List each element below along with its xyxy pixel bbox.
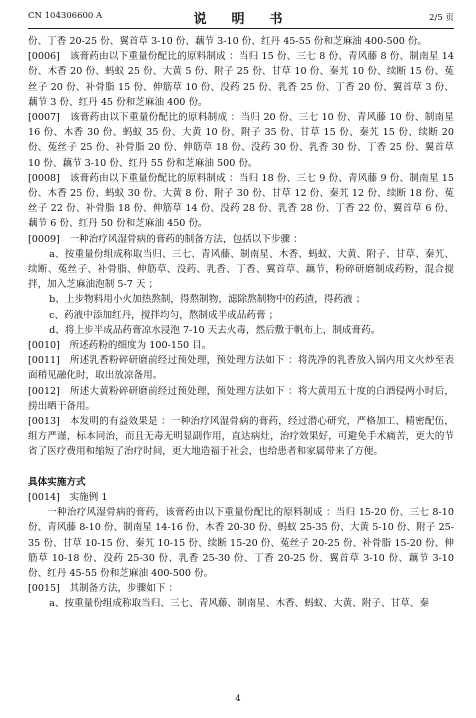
paragraph-text: 所述大黄粉碎研磨前经过预处理，预处理方法如下 ：将大黄用五十度的白酒侵两小时后，捞出晒干备用。 xyxy=(28,385,454,412)
paragraph-text: 所述药粉的细度为 100-150 目。 xyxy=(59,340,212,352)
paragraph-text: 该膏药由以下重量份配比的原料制成 ：当归 20 份、三七 10 份、青风藤 10 份、制南星 16 份、木香 30 份、蚂蚁 35 份、大黄 10 份、附子 35 份、甘草 15 份、秦艽 15 份、续断 20 份、菟丝子 25 份、补骨脂 20 份、伸筋草 18 份、没药 30 份、乳香 30 份、丁香 25 份、翼首草 10 份、藕节 3-10 份、红丹 55 份和芝麻油 500 份。 xyxy=(28,112,454,169)
paragraph-text: 所述乳香粉碎研磨前经过预处理，预处理方法如下 ：将洗净的乳香放入锅内用文火炒至表面稍见融化时，取出放凉备用。 xyxy=(28,355,454,382)
paragraph xyxy=(28,581,454,596)
paragraph-number: [0009] xyxy=(28,233,60,245)
paragraph-number: [0011] xyxy=(28,355,60,367)
paragraph xyxy=(28,171,454,232)
paragraph-number: [0014] xyxy=(28,491,60,503)
paragraph xyxy=(28,490,454,505)
paragraph xyxy=(28,110,454,171)
paragraph xyxy=(28,292,454,307)
paragraph-text: a、按重量份组成称取当归、三七、青风藤、制南星、木香、蚂蚁、大黄、附子、甘草、秦艽、续断、菟丝子、补骨脂、伸筋草、没药、乳香、丁香、翼首草、藕节，粉碎研磨制成药粉，混合搅拌，加入芝麻油泡制 5-7 天 ； xyxy=(28,248,454,291)
paragraph-text: 一种治疗风湿骨病的膏药，该膏药由以下重量份配比的原料制成 ：当归 15-20 份、三七 8-10 份、青风藤 8-10 份、制南星 14-16 份、木香 20-30 份、蚂蚁 25-35 份、大黄 5-10 份、附子 25-35 份、甘草 10-15 份、秦艽 10-15 份、续断 15-20 份、菟丝子 20-25 份、补骨脂 15-20 份、伸筋草 10-18 份、没药 25-30 份、乳香 25-30 份、丁香 20-25 份、翼首草 3-10 份、藕节 3-10 份、红丹 45-55 份和芝麻油 400-500 份。 xyxy=(28,507,454,579)
paragraph-text: 其制备方法，步骤如下 ： xyxy=(59,583,179,595)
paragraph xyxy=(28,308,454,323)
page-number: 4 xyxy=(235,694,241,704)
paragraph xyxy=(28,384,454,414)
paragraph xyxy=(28,49,454,110)
paragraph-text: 实施例 1 xyxy=(59,491,108,503)
paragraph xyxy=(28,323,454,338)
section-heading: 具体实施方式 xyxy=(28,476,86,488)
paragraph-text: 一种治疗风湿骨病的膏药的制备方法，包括以下步骤 ： xyxy=(59,233,303,245)
patent-number: CN 104306600 A xyxy=(28,11,103,21)
paragraph-text: d、将上步半成品药膏凉水浸泡 7-10 天去火毒，然后敷于帆布上，制成膏药。 xyxy=(49,324,381,336)
paragraph-number: [0010] xyxy=(28,340,60,352)
paragraph-list-embodiment xyxy=(28,490,454,612)
paragraph-number: [0006] xyxy=(28,51,60,63)
paragraph-list xyxy=(28,34,454,460)
paragraph xyxy=(28,34,454,49)
paragraph-number: [0012] xyxy=(28,385,60,397)
paragraph xyxy=(28,247,454,293)
paragraph-text: b、上步物料用小火加热熬制，得熬制物，滤除熬制物中的药渣，得药液 ； xyxy=(49,294,366,306)
paragraph xyxy=(28,353,454,383)
paragraph-number: [0013] xyxy=(28,416,60,428)
page-header xyxy=(28,8,454,29)
document-title: 说 明 书 xyxy=(193,12,289,27)
paragraph-text: 本发明的有益效果是 ：一种治疗风湿骨病的膏药，经过潜心研究，严格加工、精密配伍，组方严谨，标本同治，而且无毒无明显副作用，直达病灶，治疗效果好，可避免手术痛苦，更大的节省了医疗费用和缩短了治疗时间，更大地造福于社会，也给患者和家属带来了方便。 xyxy=(28,416,454,458)
paragraph xyxy=(28,596,454,611)
paragraph-text: a、按重量份组成称取当归、三七、青风藤、制南星、木香、蚂蚁、大黄、附子、甘草、秦 xyxy=(49,598,429,610)
paragraph xyxy=(28,232,454,247)
paragraph xyxy=(28,414,454,460)
paragraph-number: [0015] xyxy=(28,583,60,595)
paragraph-text: c、药液中添加红丹，搅拌均匀，熬制成半成品药膏 ； xyxy=(49,309,279,321)
paragraph-number: [0008] xyxy=(28,172,60,184)
paragraph xyxy=(28,505,454,581)
paragraph-text: 该膏药由以下重量份配比的原料制成 ：当归 15 份、三七 8 份、青风藤 8 份、制南星 14 份、木香 20 份、蚂蚁 25 份、大黄 5 份、附子 25 份、甘草 10 份、秦艽 10 份、续断 15 份、菟丝子 20 份、补骨脂 15 份、伸筋草 10 份、没药 25 份、乳香 25 份、丁香 20 份、翼首草 3 份、藕节 3 份、红丹 45 份和芝麻油 400 份。 xyxy=(28,51,454,108)
paragraph-text: 份、丁香 20-25 份、翼首草 3-10 份、藕节 3-10 份、红丹 45-55 份和芝麻油 400-500 份。 xyxy=(28,36,428,47)
paragraph-number: [0007] xyxy=(28,112,60,124)
paragraph-text: 该膏药由以下重量份配比的原料制成 ：当归 18 份、三七 9 份、青风藤 9 份、制南星 15 份、木香 25 份、蚂蚁 30 份、大黄 8 份、附子 30 份、甘草 12 份、秦艽 12 份、续断 18 份、菟丝子 22 份、补骨脂 18 份、伸筋草 14 份、没药 28 份、乳香 28 份、丁香 22 份、翼首草 6 份、藕节 6 份、红丹 50 份和芝麻油 450 份。 xyxy=(28,172,454,230)
paragraph xyxy=(28,338,454,353)
page-reference: 2/5 页 xyxy=(429,13,454,23)
document-body xyxy=(28,34,454,612)
